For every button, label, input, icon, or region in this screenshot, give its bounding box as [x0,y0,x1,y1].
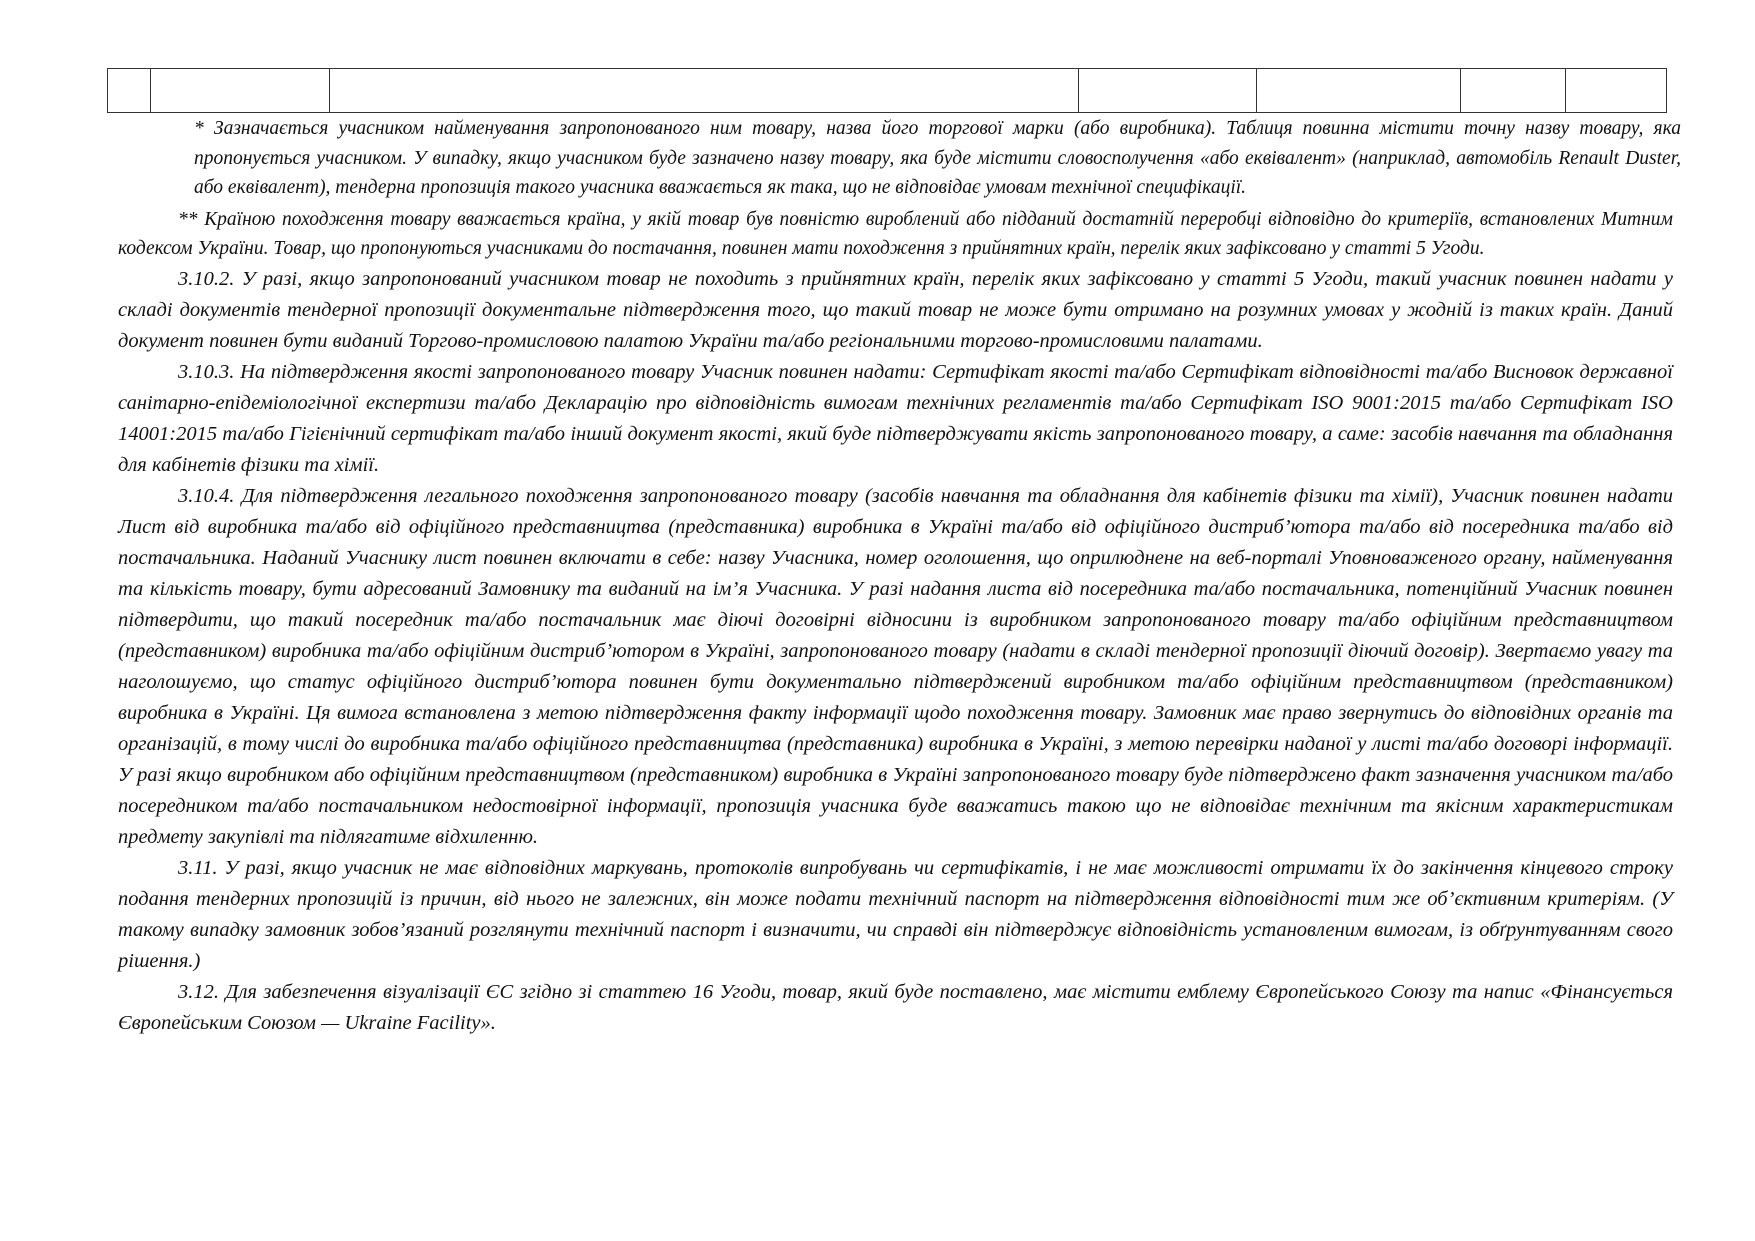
paragraph-3-10-3: 3.10.3. На підтвердження якості запропонованого товару Учасник повинен надати: Сертифікат якості та/або Сертифікат відповідності та/або Висновок державної санітарно-епідеміологічної експертизи та/або Декларацію про відповідність вимогам технічних регламентів та/або Сертифікат ISO 9001:2015 та/або Сертифікат ISO 14001:2015 та/або Гігієнічний сертифікат та/або інший документ якості, який буде підтверджувати якість запропонованого товару, а саме: засобів навчання та обладнання для кабінетів фізики та хімії. [118,360,1673,476]
table-cell [330,69,1079,113]
table-row [108,69,1667,113]
footnote-country-of-origin: ** Країною походження товару вважається країна, у якій товар був повністю вироблений або підданий достатній переробці відповідно до критеріїв, встановлених Митним кодексом України. Товар, що пропонуються учасниками до постачання, повинен мати походження з прийнятних країн, перелік яких зафіксовано у статті 5 Угоди. [118,208,1673,259]
table-cell [1566,69,1667,113]
table-cell [1461,69,1566,113]
table-cell [108,69,151,113]
specification-table-row-fragment [107,68,1667,113]
table-cell [1257,69,1461,113]
paragraph-3-10-4: 3.10.4. Для підтвердження легального походження запропонованого товару (засобів навчання та обладнання для кабінетів фізики та хімії), Учасник повинен надати Лист від виробника та/або від офіційного представництва (представника) виробника в Україні та/або від офіційного дистриб’ютора та/або від посередника та/або від постачальника. Наданий Учаснику лист повинен включати в себе: назву Учасника, номер оголошення, що оприлюднене на веб-порталі Уповноваженого органу, найменування та кількість товару, бути адресований Замовнику та виданий на ім’я Учасника. У разі надання листа від посередника та/або постачальника, потенційний Учасник повинен підтвердити, що такий посередник та/або постачальник має діючі договірні відносини із виробником запропонованого товару та/або офіційним представництвом (представником) виробника та/або офіційним дистриб’ютором в Україні, запропонованого товару (надати в складі тендерної пропозиції діючий договір). Звертаємо увагу та наголошуємо, що статус офіційного дистриб’ютора повинен бути документально підтверджений виробником та/або офіційним представництвом (представником) виробника в Україні. Ця вимога встановлена з метою підтвердження факту інформації щодо походження товару. Замовник має право звернутись до відповідних органів та організацій, в тому числі до виробника та/або офіційного представництва (представника) виробника в Україні, з метою перевірки наданої у листі та/або договорі інформації. У разі якщо виробником або офіційним представництвом (представником) виробника в Україні запропонованого товару буде підтверджено факт зазначення учасником та/або посередником та/або постачальником недостовірної інформації, пропозиція учасника буде вважатись такою що не відповідає технічним та якісним характеристикам предмету закупівлі та підлягатиме відхиленню. [118,484,1673,848]
footnote-product-name: * Зазначається учасником найменування запропонованого ним товару, назва його торгової марки (або виробника). Таблиця повинна містити точну назву товару, яка пропонується учасником. У випадку, якщо учасником буде зазначено назву товару, яка буде містити словосполучення «або еквівалент» (наприклад, автомобіль Renault Duster, або еквівалент), тендерна пропозиція такого учасника вважається як така, що не відповідає умовам технічної специфікації. [194,118,1681,198]
paragraph-3-12: 3.12. Для забезпечення візуалізації ЄС згідно зі статтею 16 Угоди, товар, який буде поставлено, має містити емблему Європейського Союзу та напис «Фінансується Європейським Союзом — Ukraine Facility». [118,980,1673,1034]
paragraph-3-10-2: 3.10.2. У разі, якщо запропонований учасником товар не походить з прийнятних країн, перелік яких зафіксовано у статті 5 Угоди, такий учасник повинен надати у складі документів тендерної пропозиції документальне підтвердження того, що такий товар не може бути отримано на розумних умовах у жодній із таких країн. Даний документ повинен бути виданий Торгово-промисловою палатою України та/або регіональними торгово-промисловими палатами. [118,267,1673,352]
table-cell [1079,69,1257,113]
table-cell [151,69,330,113]
document-body [118,114,1681,1039]
paragraph-3-11: 3.11. У разі, якщо учасник не має відповідних маркувань, протоколів випробувань чи сертифікатів, і не має можливості отримати їх до закінчення кінцевого строку подання тендерних пропозицій із причин, від нього не залежних, він може подати технічний паспорт на підтвердження відповідності тим же об’єктивним критеріям. (У такому випадку замовник зобов’язаний розглянути технічний паспорт і визначити, чи справді він підтверджує відповідність установленим вимогам, із обґрунтуванням свого рішення.) [118,856,1673,972]
